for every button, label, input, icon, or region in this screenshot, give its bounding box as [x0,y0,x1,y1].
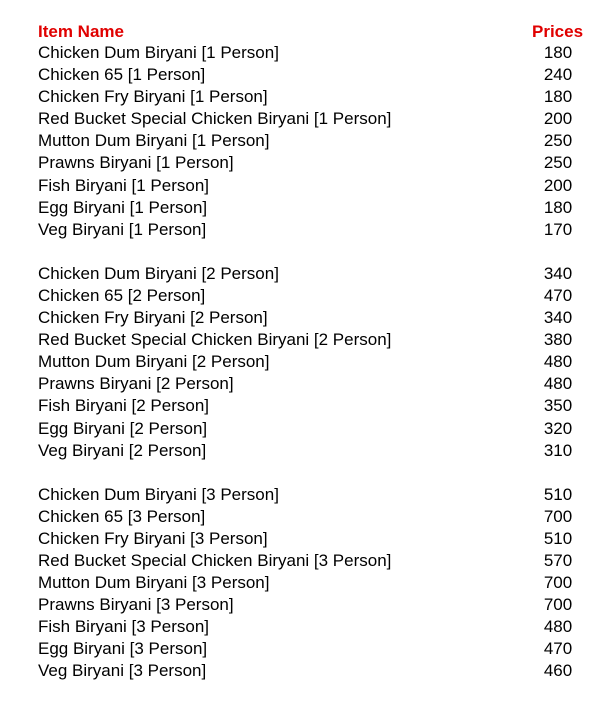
menu-item-row [38,395,616,417]
menu-item-row [38,42,616,64]
item-name: Chicken Dum Biryani [3 Person] [38,484,279,504]
item-name: Mutton Dum Biryani [1 Person] [38,131,270,151]
menu-item-row [38,373,616,395]
menu-group-1-person [38,42,616,241]
menu-item-row [38,329,616,351]
item-price: 180 [543,43,573,62]
item-name: Red Bucket Special Chicken Biryani [2 Person] [38,330,392,350]
item-name: Egg Biryani [2 Person] [38,418,208,438]
menu-item-row [38,86,616,108]
item-price: 570 [543,550,573,570]
item-name: Prawns Biryani [3 Person] [38,595,234,615]
item-price: 350 [543,396,573,416]
item-name: Chicken Dum Biryani [2 Person] [38,263,279,283]
item-name: Fish Biryani [3 Person] [38,617,210,637]
menu-item-row [38,64,616,86]
item-price: 700 [543,506,573,526]
item-price: 250 [543,153,573,173]
item-price: 460 [543,661,573,681]
item-name: Prawns Biryani [2 Person] [38,374,234,394]
item-price: 250 [543,131,573,151]
menu-item-row [38,285,616,307]
menu-item-row [38,550,616,572]
menu-item-row [38,219,616,241]
menu-item-row [38,418,616,440]
item-name: Fish Biryani [1 Person] [38,175,210,195]
item-price: 180 [543,197,573,217]
item-price: 310 [543,440,573,460]
menu-group-3-person [38,484,616,683]
menu-item-row [38,108,616,130]
item-price: 380 [543,330,573,350]
menu-item-row [38,197,616,219]
item-price: 200 [543,109,573,129]
item-price: 340 [543,263,573,283]
item-price: 510 [543,484,573,504]
item-price: 470 [543,285,573,305]
item-price: 700 [543,573,573,593]
item-name: Chicken Fry Biryani [2 Person] [38,308,268,328]
menu-item-row [38,130,616,152]
menu-item-row [38,351,616,373]
item-name: Chicken Fry Biryani [1 Person] [38,87,268,107]
item-name: Chicken Dum Biryani [1 Person] [38,43,279,62]
menu-item-row [38,660,616,682]
menu-group-2-person [38,263,616,462]
menu-item-row [38,594,616,616]
item-price: 480 [543,374,573,394]
item-name-header: Item Name [38,22,124,41]
item-price: 200 [543,175,573,195]
menu-item-row [38,440,616,462]
item-name: Veg Biryani [3 Person] [38,661,207,681]
item-name: Egg Biryani [1 Person] [38,197,208,217]
item-price: 470 [543,639,573,659]
item-name: Red Bucket Special Chicken Biryani [3 Person] [38,550,392,570]
item-name: Veg Biryani [2 Person] [38,440,207,460]
menu-item-row [38,307,616,329]
item-name: Fish Biryani [2 Person] [38,396,210,416]
item-name: Veg Biryani [1 Person] [38,219,207,239]
item-price: 480 [543,352,573,372]
prices-header: Prices [532,22,584,41]
item-name: Egg Biryani [3 Person] [38,639,208,659]
menu-price-list [38,20,616,705]
menu-item-row [38,528,616,550]
menu-item-row [38,152,616,174]
item-name: Chicken 65 [3 Person] [38,506,206,526]
item-price: 700 [543,595,573,615]
item-price: 180 [543,87,573,107]
menu-item-row [38,263,616,285]
item-price: 170 [543,219,573,239]
item-price: 320 [543,418,573,438]
item-price: 480 [543,617,573,637]
item-price: 340 [543,308,573,328]
menu-item-row [38,506,616,528]
item-price: 510 [543,528,573,548]
item-name: Mutton Dum Biryani [3 Person] [38,573,270,593]
menu-item-row [38,616,616,638]
item-name: Chicken 65 [1 Person] [38,65,206,85]
item-price: 240 [543,65,573,85]
item-name: Chicken Fry Biryani [3 Person] [38,528,268,548]
menu-item-row [38,484,616,506]
item-name: Red Bucket Special Chicken Biryani [1 Person] [38,109,392,129]
menu-item-row [38,638,616,660]
item-name: Chicken 65 [2 Person] [38,285,206,305]
item-name: Prawns Biryani [1 Person] [38,153,234,173]
menu-item-row [38,572,616,594]
menu-item-row [38,175,616,197]
menu-header [38,20,616,42]
item-name: Mutton Dum Biryani [2 Person] [38,352,270,372]
